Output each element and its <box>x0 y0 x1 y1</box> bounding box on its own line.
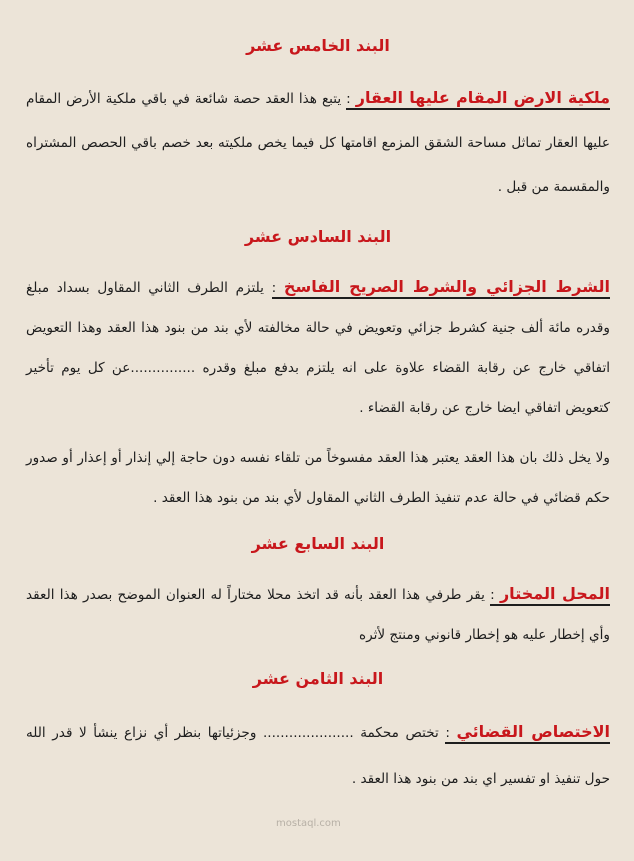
clause-18-body <box>26 709 610 802</box>
clause-17-body <box>26 574 610 655</box>
clause-16-paragraph-2: ولا يخل ذلك بان هذا العقد يعتبر هذا العقد مفسوخاً من تلقاء نفسه دون حاجة إلي إنذار أو إعذار أو صدور حكم قضائي في حالة عدم تنفيذ الطرف الثاني المقاول لأي بند من بنود هذا العقد . <box>26 450 610 506</box>
clause-18-text: تختص محكمة ..................... وجزئياتها بنظر أي نزاع ينشأ لا قدر الله حول تنفيذ او تفسير اي بند من بنود هذا العقد . <box>26 725 610 787</box>
clause-15-text: يتبع هذا العقد حصة شائعة في باقي ملكية الأرض المقام عليها العقار تماثل مساحة الشقق المزمع اقامتها كل فيما يخص ملكيته بعد خصم باقي الحصص المشتراه والمقسمة من قبل . <box>26 91 610 195</box>
clause-15-heading: البند الخامس عشر <box>246 36 390 55</box>
clause-18-term: الاختصاص القضائي : <box>445 722 610 744</box>
clause-17-term: المحل المختار : <box>490 584 610 606</box>
clause-15-term: ملكية الارض المقام عليها العقار : <box>346 88 610 110</box>
clause-16-body <box>26 267 610 428</box>
clause-17-text: يقر طرفي هذا العقد بأنه قد اتخذ محلا مختاراً له العنوان الموضح بصدر هذا العقد وأي إخطار عليه هو إخطار قانوني ومنتج لأثره <box>26 587 610 643</box>
clause-18-heading: البند الثامن عشر <box>252 669 384 688</box>
clause-16-text: يلتزم الطرف الثاني المقاول بسداد مبلغ وقدره مائة ألف جنية كشرط جزائي وتعويض في حالة مخالفته لأي بند من بنود هذا العقد وهذا التعويض اتفاقي خارج عن رقابة القضاء علاوة على انه يلتزم بدفع مبلغ وقدره ...............عن كل يوم تأخير كتعويض اتفاقي ايضا خارج عن رقابة القضاء . <box>26 280 610 416</box>
clause-17-heading: البند السابع عشر <box>251 534 385 553</box>
watermark: mostaql.com <box>276 818 341 829</box>
clause-15-body <box>26 76 610 209</box>
clause-16-heading: البند السادس عشر <box>244 227 392 246</box>
clause-16-term: الشرط الجزائي والشرط الصريح الفاسخ : <box>272 277 610 299</box>
